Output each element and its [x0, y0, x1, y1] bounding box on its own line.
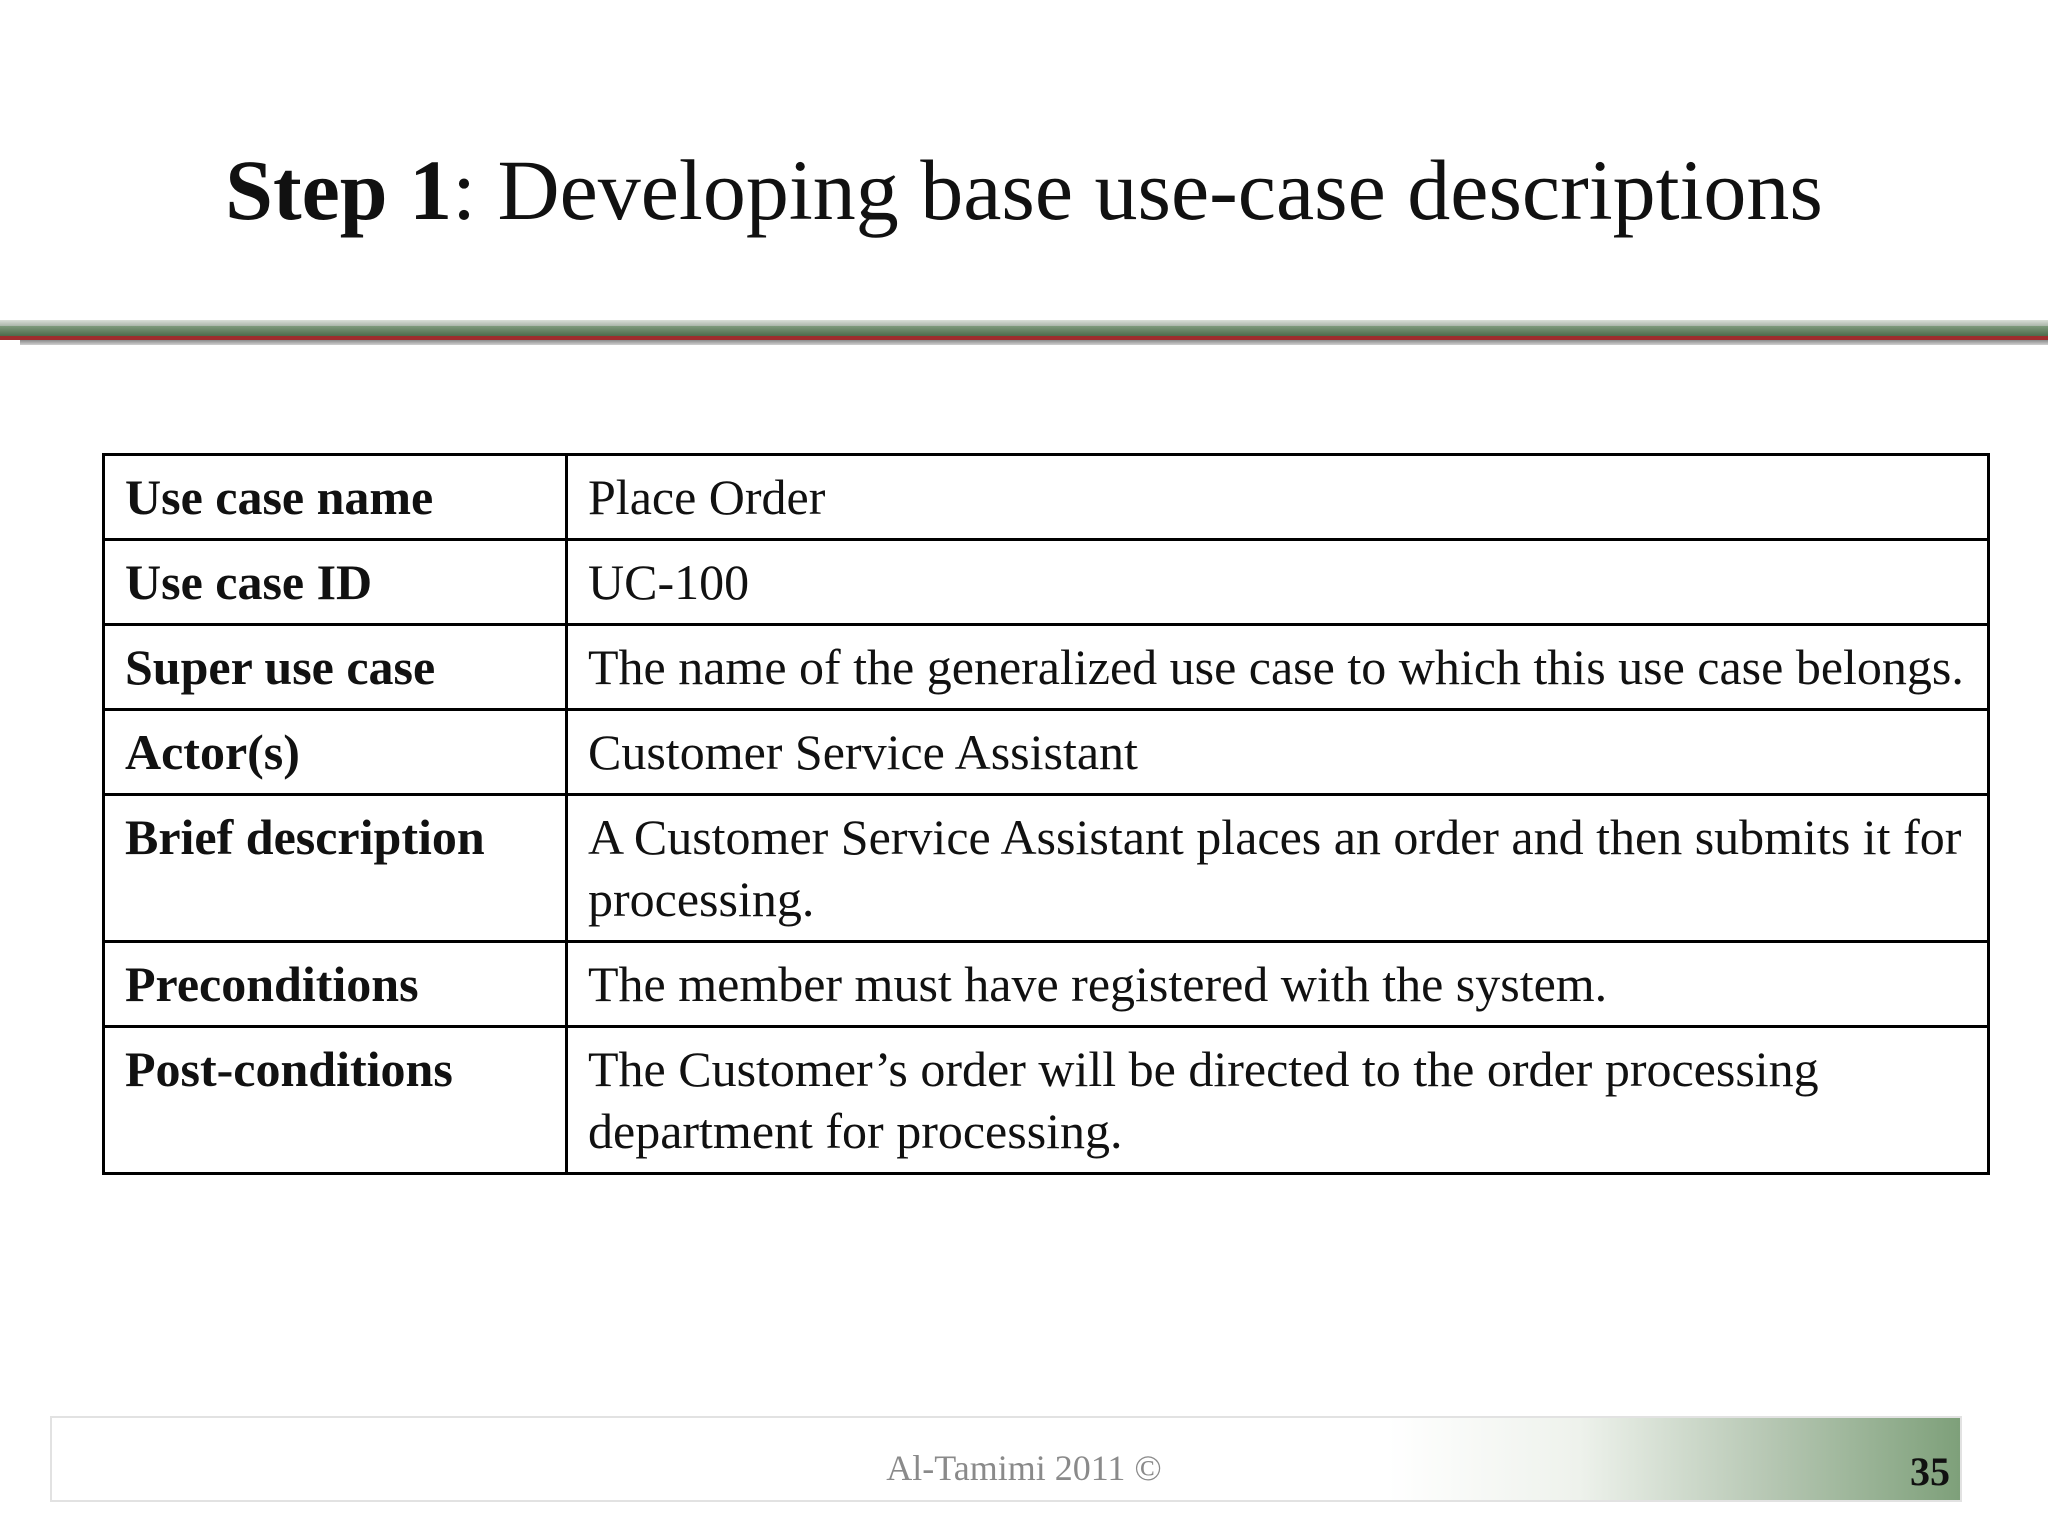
- title-divider-green: [0, 326, 2048, 336]
- row-label-super-use-case: Super use case: [104, 625, 567, 710]
- slide-title-text: : Developing base use-case descriptions: [452, 142, 1823, 238]
- page-number: 35: [1910, 1449, 1950, 1494]
- table-row: [104, 1027, 1989, 1174]
- table-row: [104, 710, 1989, 795]
- row-value-preconditions: The member must have registered with the system.: [567, 942, 1989, 1027]
- slide-title: [0, 135, 2048, 245]
- slide-title-step: Step 1: [225, 142, 453, 238]
- table-row: [104, 795, 1989, 942]
- table-row: [104, 455, 1989, 540]
- table-row: [104, 625, 1989, 710]
- row-label-actors: Actor(s): [104, 710, 567, 795]
- row-value-use-case-name: Place Order: [567, 455, 1989, 540]
- title-divider: [0, 320, 2048, 350]
- row-label-use-case-id: Use case ID: [104, 540, 567, 625]
- row-value-post-conditions: The Customer’s order will be directed to the order processing department for processing.: [567, 1027, 1989, 1174]
- row-value-brief-description: A Customer Service Assistant places an order and then submits it for processing.: [567, 795, 1989, 942]
- row-label-post-conditions: Post-conditions: [104, 1027, 567, 1174]
- footer-copyright: Al-Tamimi 2011 ©: [886, 1448, 1162, 1488]
- row-value-actors: Customer Service Assistant: [567, 710, 1989, 795]
- row-label-preconditions: Preconditions: [104, 942, 567, 1027]
- row-value-use-case-id: UC-100: [567, 540, 1989, 625]
- row-value-super-use-case: The name of the generalized use case to which this use case belongs.: [567, 625, 1989, 710]
- table-row: [104, 540, 1989, 625]
- use-case-table: [102, 453, 1990, 1175]
- table-row: [104, 942, 1989, 1027]
- row-label-use-case-name: Use case name: [104, 455, 567, 540]
- row-label-brief-description: Brief description: [104, 795, 567, 942]
- title-divider-gray: [20, 340, 2048, 345]
